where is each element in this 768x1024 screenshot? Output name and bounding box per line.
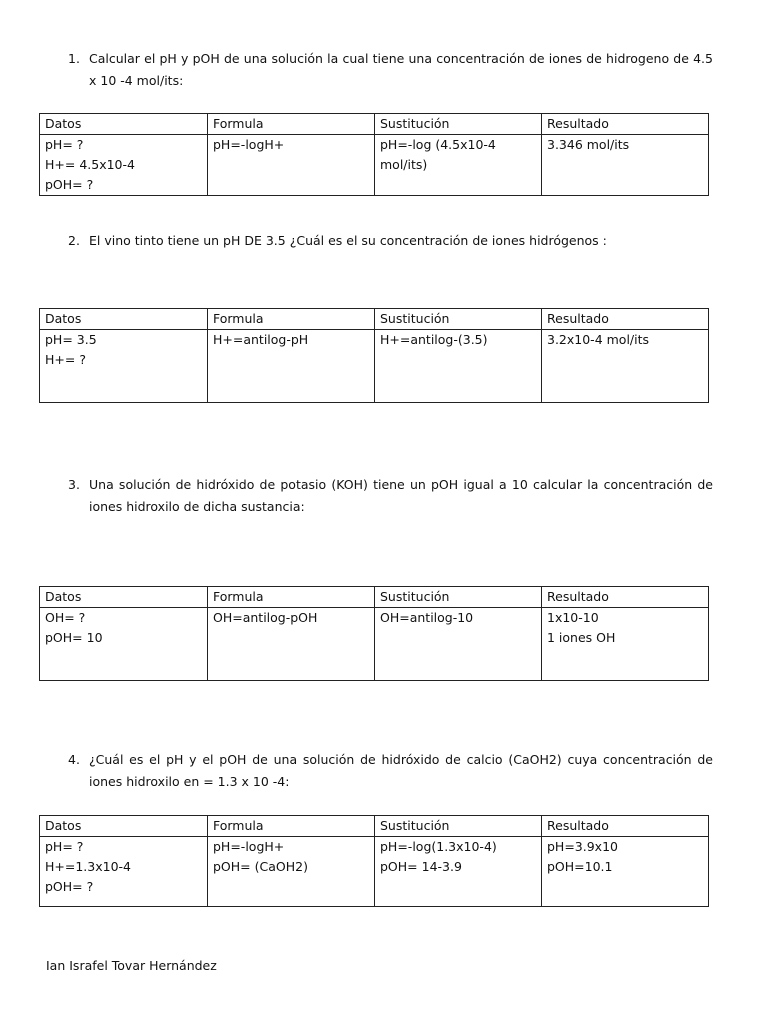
table-row bbox=[40, 135, 709, 196]
cell-datos bbox=[40, 135, 208, 196]
cell-datos bbox=[40, 608, 208, 681]
question-number: 4. bbox=[68, 752, 80, 767]
header-sustitucion: Sustitución bbox=[375, 309, 542, 330]
cell-line: pH=-log (4.5x10-4 mol/its) bbox=[380, 137, 496, 172]
header-formula: Formula bbox=[208, 309, 375, 330]
question-number: 3. bbox=[68, 477, 80, 492]
cell-line: H+= 4.5x10-4 bbox=[45, 157, 135, 172]
cell-resultado bbox=[542, 330, 709, 403]
cell-line: H+=antilog-(3.5) bbox=[380, 332, 488, 347]
header-resultado: Resultado bbox=[542, 816, 709, 837]
cell-line: 3.346 mol/its bbox=[547, 137, 630, 152]
header-datos: Datos bbox=[40, 309, 208, 330]
header-sustitucion: Sustitución bbox=[375, 587, 542, 608]
cell-formula bbox=[208, 837, 375, 907]
cell-sustitucion bbox=[375, 608, 542, 681]
cell-sustitucion bbox=[375, 135, 542, 196]
header-formula: Formula bbox=[208, 587, 375, 608]
table-header-row bbox=[40, 309, 709, 330]
question-2 bbox=[68, 230, 713, 252]
question-number: 2. bbox=[68, 233, 80, 248]
cell-sustitucion bbox=[375, 330, 542, 403]
header-datos: Datos bbox=[40, 816, 208, 837]
cell-line: 3.2x10-4 mol/its bbox=[547, 332, 650, 347]
question-text: Calcular el pH y pOH de una solución la cual tiene una concentración de iones de hidrogeno de 4.5 x 10 -4 mol/its: bbox=[89, 51, 713, 88]
cell-sustitucion bbox=[375, 837, 542, 907]
cell-line: pH=-logH+ bbox=[213, 839, 285, 854]
header-formula: Formula bbox=[208, 816, 375, 837]
header-datos: Datos bbox=[40, 114, 208, 135]
table-1 bbox=[39, 113, 709, 196]
cell-line: 1 iones OH bbox=[547, 630, 616, 645]
cell-line: pH= ? bbox=[45, 839, 84, 854]
question-1 bbox=[68, 48, 713, 92]
cell-line: H+= ? bbox=[45, 352, 86, 367]
cell-line: pOH= ? bbox=[45, 177, 94, 192]
question-number: 1. bbox=[68, 51, 80, 66]
header-formula: Formula bbox=[208, 114, 375, 135]
cell-line: pH=-log(1.3x10-4) bbox=[380, 839, 497, 854]
cell-line: pOH= 10 bbox=[45, 630, 103, 645]
header-resultado: Resultado bbox=[542, 309, 709, 330]
question-text: ¿Cuál es el pH y el pOH de una solución de hidróxido de calcio (CaOH2) cuya concentración de iones hidroxilo en = 1.3 x 10 -4: bbox=[89, 752, 713, 789]
cell-line: pH= ? bbox=[45, 137, 84, 152]
question-4 bbox=[68, 749, 713, 793]
cell-line: pH=3.9x10 bbox=[547, 839, 618, 854]
author-name: Ian Israfel Tovar Hernández bbox=[46, 958, 217, 973]
header-sustitucion: Sustitución bbox=[375, 816, 542, 837]
question-text: El vino tinto tiene un pH DE 3.5 ¿Cuál es el su concentración de iones hidrógenos : bbox=[89, 233, 607, 248]
table-4 bbox=[39, 815, 709, 907]
question-text: Una solución de hidróxido de potasio (KOH) tiene un pOH igual a 10 calcular la concentración de iones hidroxilo de dicha sustancia: bbox=[89, 477, 713, 514]
cell-formula bbox=[208, 608, 375, 681]
cell-line: OH= ? bbox=[45, 610, 86, 625]
cell-datos bbox=[40, 330, 208, 403]
cell-line: OH=antilog-pOH bbox=[213, 610, 318, 625]
cell-resultado bbox=[542, 135, 709, 196]
table-header-row bbox=[40, 587, 709, 608]
cell-line: 1x10-10 bbox=[547, 610, 599, 625]
question-3 bbox=[68, 474, 713, 518]
cell-line: pH=-logH+ bbox=[213, 137, 285, 152]
cell-line: pOH= 14-3.9 bbox=[380, 859, 462, 874]
table-header-row bbox=[40, 816, 709, 837]
header-resultado: Resultado bbox=[542, 114, 709, 135]
table-2 bbox=[39, 308, 709, 403]
cell-formula bbox=[208, 330, 375, 403]
cell-resultado bbox=[542, 608, 709, 681]
header-datos: Datos bbox=[40, 587, 208, 608]
cell-datos bbox=[40, 837, 208, 907]
cell-line: pH= 3.5 bbox=[45, 332, 97, 347]
cell-line: pOH= ? bbox=[45, 879, 94, 894]
cell-line: pOH= (CaOH2) bbox=[213, 859, 308, 874]
header-resultado: Resultado bbox=[542, 587, 709, 608]
table-row bbox=[40, 608, 709, 681]
table-row bbox=[40, 837, 709, 907]
cell-resultado bbox=[542, 837, 709, 907]
cell-line: OH=antilog-10 bbox=[380, 610, 474, 625]
table-header-row bbox=[40, 114, 709, 135]
cell-formula bbox=[208, 135, 375, 196]
table-3 bbox=[39, 586, 709, 681]
table-row bbox=[40, 330, 709, 403]
header-sustitucion: Sustitución bbox=[375, 114, 542, 135]
cell-line: H+=1.3x10-4 bbox=[45, 859, 131, 874]
cell-line: H+=antilog-pH bbox=[213, 332, 309, 347]
cell-line: pOH=10.1 bbox=[547, 859, 613, 874]
